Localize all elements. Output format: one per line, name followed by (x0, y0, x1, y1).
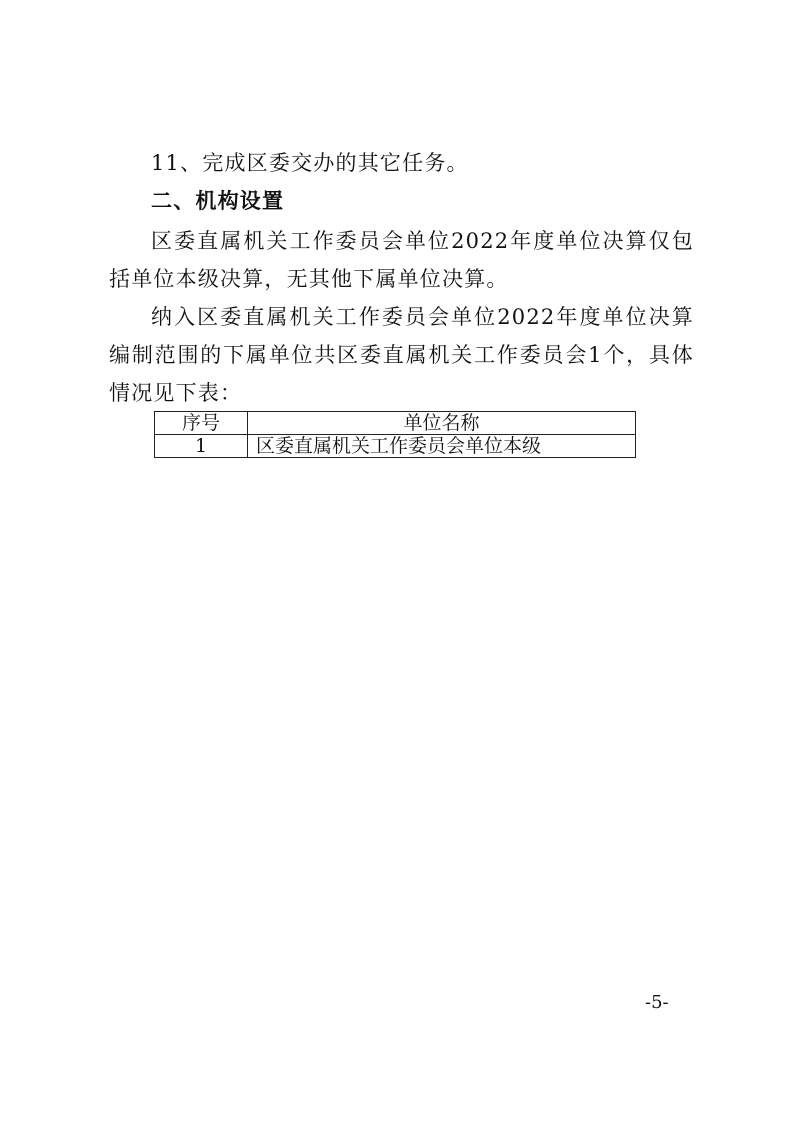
paragraph-task-11: 11、完成区委交办的其它任务。 (151, 151, 469, 175)
page-number: -5- (645, 992, 669, 1013)
table-cell: 1 (155, 435, 248, 458)
paragraph-subordinate-units: 纳入区委直属机关工作委员会单位2022年度单位决算编制范围的下属单位共区委直属机关工作委员会1个，具体情况见下表： (109, 305, 694, 405)
table-row (155, 435, 636, 458)
table-header-cell: 序号 (155, 412, 248, 435)
table-cell: 区委直属机关工作委员会单位本级 (248, 435, 636, 458)
unit-table (154, 411, 636, 458)
table-header-row (155, 412, 636, 435)
section-heading-organization: 二、机构设置 (151, 189, 285, 213)
paragraph-scope: 区委直属机关工作委员会单位2022年度单位决算仅包括单位本级决算，无其他下属单位决算。 (109, 229, 694, 291)
table-header-cell: 单位名称 (248, 412, 636, 435)
